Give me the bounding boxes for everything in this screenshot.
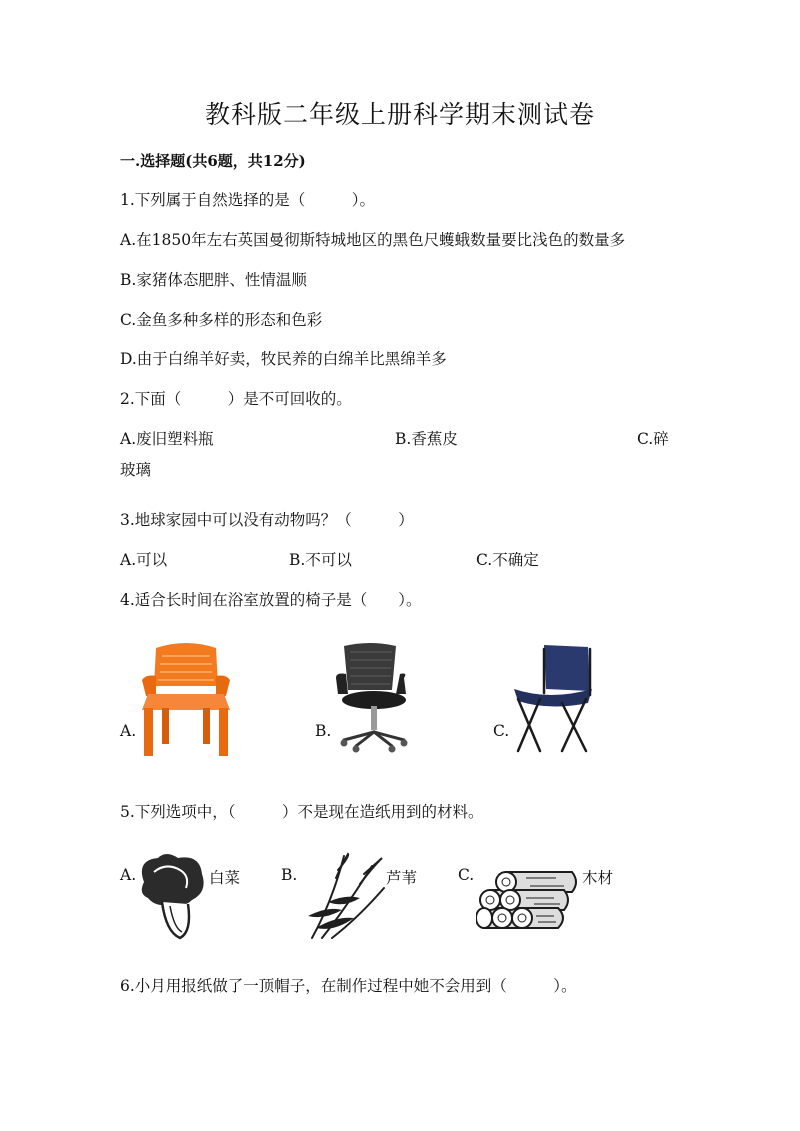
question-3-option-a: A.可以 — [120, 551, 168, 569]
question-5-option-b-label: 芦苇 — [386, 869, 418, 887]
page-title: 教科版二年级上册科学期末测试卷 — [204, 100, 595, 129]
question-3-option-b: B.不可以 — [289, 551, 352, 569]
folding-chair-image — [510, 643, 596, 755]
question-1-stem: 1.下列属于自然选择的是（ ）。 — [120, 191, 376, 209]
question-3-option-c: C.不确定 — [476, 551, 539, 569]
question-5-option-a-label: 白菜 — [209, 869, 241, 887]
question-2-option-c-wrap: 玻璃 — [120, 461, 152, 479]
question-1-option-c: C.金鱼多种多样的形态和色彩 — [120, 311, 323, 329]
reed-image — [302, 852, 388, 942]
question-4-option-c: C. — [493, 722, 510, 740]
question-5-option-c: C. — [458, 866, 475, 884]
question-4-stem: 4.适合长时间在浴室放置的椅子是（ ）。 — [120, 591, 422, 609]
question-6-stem: 6.小月用报纸做了一顶帽子，在制作过程中她不会用到（ ）。 — [120, 977, 577, 995]
section-heading: 一.选择题(共6题，共12分) — [120, 152, 306, 170]
question-2-option-c: C.碎 — [637, 430, 669, 448]
plastic-chair-image — [138, 640, 234, 758]
question-2-option-a: A.废旧塑料瓶 — [120, 430, 214, 448]
question-4-option-a: A. — [120, 722, 137, 740]
question-1-option-b: B.家猪体态肥胖、性情温顺 — [120, 271, 307, 289]
office-chair-image — [334, 642, 414, 754]
question-2-stem: 2.下面（ ）是不可回收的。 — [120, 390, 352, 408]
wood-logs-image — [476, 864, 580, 932]
question-5-stem: 5.下列选项中，（ ）不是现在造纸用到的材料。 — [120, 803, 484, 821]
question-5-option-a: A. — [120, 866, 137, 884]
question-3-stem: 3.地球家园中可以没有动物吗？（ ） — [120, 511, 414, 529]
question-5-option-b: B. — [281, 866, 298, 884]
question-1-option-d: D.由于白绵羊好卖，牧民养的白绵羊比黑绵羊多 — [120, 350, 447, 368]
question-5-option-c-label: 木材 — [582, 869, 614, 887]
question-4-option-b: B. — [315, 722, 332, 740]
question-2-option-b: B.香蕉皮 — [395, 430, 458, 448]
question-1-option-a: A.在1850年左右英国曼彻斯特城地区的黑色尺蠖蛾数量要比浅色的数量多 — [120, 231, 626, 249]
cabbage-image — [136, 852, 208, 942]
